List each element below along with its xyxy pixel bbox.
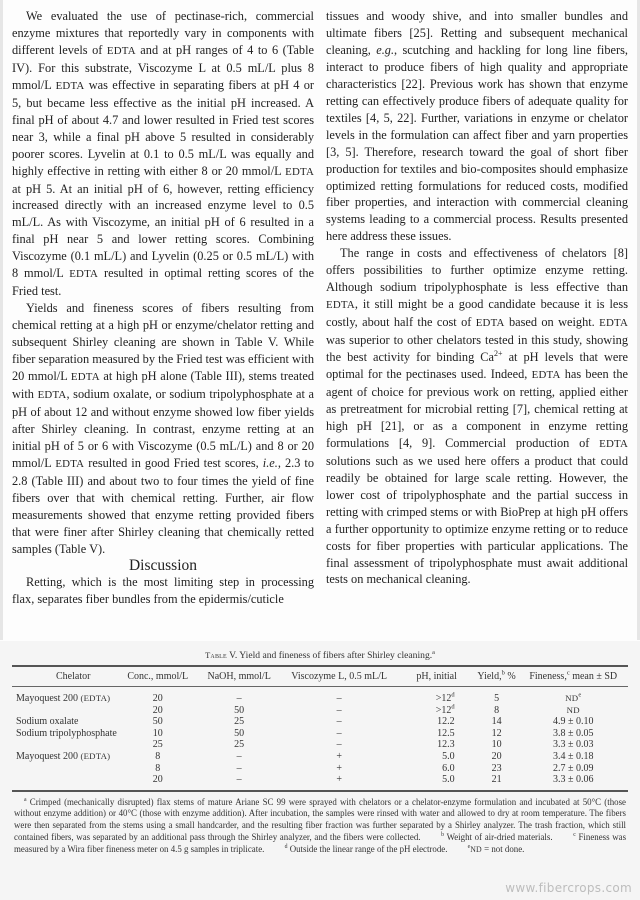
yield-value: 21 [491,774,502,786]
cell-yield [475,705,519,717]
left-column [12,8,314,628]
ph-value: 12.5 [437,727,455,739]
yield-fineness-table [12,667,628,786]
footnote-mark: b [501,669,505,677]
paragraph-retting-intro: Retting, which is the most limiting step in processing flax, separates fiber bundles from the epidermis/cuticle [12,575,314,607]
cell-chelator [12,739,117,751]
cell-yield [475,763,519,775]
fineness-value: 3.3 ± 0.06 [552,774,594,786]
cell-fineness [518,739,628,751]
cell-yield [475,687,519,705]
table-caption [12,650,628,661]
viscozyme-flag: – [336,739,342,751]
abbr-nd: ND [470,844,482,854]
chelator-name: Mayoquest 200 [16,750,81,762]
fineness-value: 4.9 ± 0.10 [552,716,594,728]
ph-value: >12 [435,693,452,704]
cell-fineness [518,728,628,740]
footnote-mark: c [573,831,576,838]
abbr-edta: (EDTA) [80,693,111,703]
abbr-edta: EDTA [37,388,67,401]
abbr-edta: (EDTA) [80,750,111,761]
footnote-mark: e [578,691,582,699]
chelator-name: Sodium tripolyphosphate [16,727,117,739]
header-viscozyme: Viscozyme L, 0.5 mL/L [291,671,388,682]
cell-chelator [12,716,117,728]
header-yield [475,667,519,686]
text-run: resulted in optimal retting scores of the Fried test. [12,266,314,299]
cell-ph [399,705,475,717]
text-run: , it still might be a good candidate because it is less costly, about half the cost of [326,297,628,330]
abbr-edta: EDTA [326,299,355,312]
footnote-mark: b [441,831,445,838]
viscozyme-flag: – [336,704,342,716]
cell-yield [475,739,519,751]
cell-naoh [199,705,280,717]
footnote-mark: a [24,796,27,803]
cell-conc [117,705,199,717]
viscozyme-flag: – [336,727,342,739]
section-heading-discussion: Discussion [128,556,198,574]
cell-naoh [199,751,280,763]
table-bottom-rule [12,790,628,792]
footnote-mark: d [284,843,288,850]
watermark: www.fibercrops.com [505,881,632,895]
cell-viscozyme [280,739,399,751]
header-label: Chelator [56,671,91,682]
cell-ph [399,728,475,740]
chelator-name: Mayoquest 200 [16,693,81,704]
table-header-row [12,667,628,686]
header-label: Yield, [477,671,502,682]
yield-value: 10 [491,739,502,751]
naoh-value: 25 [234,716,245,728]
text-run: tissues and woody shive, and into smaller bundles and ultimate fibers [25]. Retting and subsequent mechanical cleaning, [326,9,628,57]
cell-fineness [518,705,628,717]
naoh-value: – [236,774,242,786]
fineness-value: 3.8 ± 0.05 [552,727,594,739]
italic-eg: e.g. [376,42,395,57]
abbr-edta: EDTA [531,369,561,382]
cell-viscozyme [280,728,399,740]
cell-chelator [12,774,117,786]
header-unit: mean ± SD [569,671,618,682]
cell-yield [475,751,519,763]
text-run: , 2.3 to 2.8 (Table III) and about two to four times the yield of fine fibers over that with chemical retting. Further, air flow measurements showed that enzyme retting provided fibers that were finer after Shirley cleaning that chemically retted samples (Table V). [12,455,314,556]
text-run: was effective in separating fibers at pH 4 or 5, but became less effective as the initial pH increased. A final pH of about 4.7 and lower resulted in Fried test scores near 3, while a final pH above 5 resulted in considerably poorer scores. Lyvelin at 0.1 to 0.5 mL/L was equally and highly effective in retting with either 8 or 20 mmol/L [12,77,314,178]
caption-text: V. Yield and fineness of fibers after Shirley cleaning. [226,650,433,661]
cell-viscozyme [280,705,399,717]
cell-naoh [199,728,280,740]
conc-value: 20 [152,774,163,786]
yield-value: 5 [494,693,500,704]
superscript-charge: 2+ [494,348,503,358]
viscozyme-flag: + [336,750,342,762]
text-run: resulted in good Fried test scores, [84,455,263,470]
cell-conc [117,774,199,786]
viscozyme-flag: + [336,774,342,786]
yield-value: 20 [491,750,502,762]
page-border-left [0,0,3,640]
text-run: , scutching and hackling for long line fibers, interact to produce fibers of high quality and appropriate characteristics [22]. Previous work has shown that enzyme retting can effectively produce fibers of adequate quality for textiles [4, 5, 22]. Further, variations in enzyme or chelator levels in the formulation can affect fiber and yarn properties [3, 5]. Therefore, research toward the goal of short fiber production for textiles and bio-composites should emphasize optimized retting formulations for reduced costs, modified fiber properties, and interaction with commercial cleaning systems leading to a commercial process. Results presented here address these issues. [326,42,628,244]
cell-conc [117,763,199,775]
footnote-mark: e [467,843,471,850]
conc-value: 10 [152,727,163,739]
text-run: The range in costs and effectiveness of chelators [8] offers possibilities to further optimize enzyme retting. Although sodium tripolyphosphate is less effective than [326,246,628,295]
cell-yield [475,728,519,740]
table-footnotes [12,797,628,856]
text-run: solutions such as we used here offers a product that could readily be obtained for large scale retting. However, the lower cost of tripolyphosphate and the partial success in retting with crimped stems or with BioPrep at high pH offers a further opportunity to optimize enzyme retting or to reduce costs for fiber properties with particular applications. The final assessment of tripolyphosphate must await additional tests on mechanical cleaning. [326,453,628,587]
cell-naoh [199,774,280,786]
text-run: at pH 5. At an initial pH of 6, however, retting efficiency increased directly with an increased enzyme level to 0.5 mL/L. As with Viscozyme, an initial pH of 6 resulted in a final pH near 5 and lower retting scores. Combining Viscozyme (0.1 mL/L) and Lyvelin (0.25 or 0.5 mL/L) with 8 mmol/L [12,181,314,281]
ph-value: >12 [435,704,452,716]
abbr-edta: EDTA [70,371,100,384]
cell-ph [399,739,475,751]
footnote-b: Weight of air-dried materials. [444,831,553,842]
cell-ph [399,716,475,728]
footnote-e: = not done. [481,843,525,854]
table-row [12,739,628,751]
table-body [12,687,628,786]
cell-chelator [12,763,117,775]
body-columns [12,8,628,628]
viscozyme-flag: + [336,762,342,774]
table-row [12,728,628,740]
cell-chelator [12,751,117,763]
table-v [12,650,628,855]
cell-conc [117,728,199,740]
cell-conc [117,739,199,751]
cell-naoh [199,687,280,705]
viscozyme-flag: – [336,716,342,728]
cell-yield [475,716,519,728]
cell-chelator [12,687,117,705]
abbr-edta: EDTA [475,317,505,330]
header-ph: pH, initial [416,671,457,682]
text-run: , sodium oxalate, or sodium tripolyphosphate at a pH of about 12 and without enzyme showed low fiber yields after Shirley cleaning. In contrast, enzyme retting at an initial pH of 5 or 6 with Viscozyme (0.5 mL/L) and 8 or 20 mmol/L [12,386,315,470]
naoh-value: – [236,693,242,704]
ph-value: 12.3 [437,739,455,751]
ph-value: 6.0 [442,762,455,774]
cell-ph [399,763,475,775]
cell-yield [475,774,519,786]
cell-viscozyme [280,716,399,728]
caption-label: Table [205,650,227,660]
header-chelator [12,667,117,686]
cell-ph [399,774,475,786]
footnote-mark: a [432,648,435,656]
ph-value: 5.0 [442,750,455,762]
fineness-value: ND [566,704,580,715]
footnote-d: Outside the linear range of the pH electrode. [287,843,448,854]
naoh-value: 50 [234,704,245,716]
cell-viscozyme [280,687,399,705]
paragraph-chelator-costs [326,245,628,588]
cell-fineness [518,763,628,775]
text-run: was superior to other chelators tested in this study, showing the best activity for binding Ca [326,333,628,365]
abbr-edta: EDTA [599,437,628,450]
cell-fineness [518,751,628,763]
yield-value: 14 [491,716,502,728]
footnote-mark: c [566,669,570,677]
paragraph-retting-continued [326,8,628,245]
cell-viscozyme [280,774,399,786]
chelator-name: Sodium oxalate [16,716,79,728]
italic-ie: i.e. [262,455,278,470]
cell-naoh [199,763,280,775]
fineness-value: 2.7 ± 0.09 [552,762,594,774]
table-row [12,763,628,775]
table-row [12,751,628,763]
abbr-edta: EDTA [599,317,628,330]
header-fineness [518,667,628,686]
header-naoh: NaOH, mmol/L [207,671,271,682]
cell-conc [117,716,199,728]
cell-chelator [12,728,117,740]
text-run: at pH levels that were optimal for the pectinases used. Indeed, [326,350,628,382]
naoh-value: – [236,762,242,774]
cell-conc [117,687,199,705]
yield-value: 12 [491,727,502,739]
cell-fineness [518,716,628,728]
cell-conc [117,751,199,763]
right-column [326,8,628,628]
conc-value: 8 [155,762,161,774]
footnote-a: Crimped (mechanically disrupted) flax stems of mature Ariane SC 99 were sprayed with chelators or a chelator-enzyme formulation and incubated at 50°C (those without enzyme addition) or 40°C (those with enzyme addition). After incubation, the samples were rinsed with water and allowed to dry at room temperature. The fibers were then separated from the stems using a small handcarder, and the resulting fiber fraction was further separated by a Shirley analyzer. The trash fraction, which still contained fibers, was separated by an additional pass through the Shirley analyzer, and the fibers were collected. [14,796,626,842]
cell-fineness [518,687,628,705]
cell-viscozyme [280,763,399,775]
cell-ph [399,751,475,763]
abbr-edta: EDTA [285,165,314,178]
conc-value: 20 [152,693,163,704]
fineness-value: 3.3 ± 0.03 [552,739,594,751]
naoh-value: – [236,750,242,762]
abbr-edta: EDTA [69,268,99,281]
text-run: Yields and fineness scores of fibers resulting from chemical retting at a high pH or enzyme/chelator retting and subsequent Shirley cleaning are shown in Table V. While fiber separation measured by the Fried test was efficient with 20 mmol/L [12,301,314,384]
conc-value: 8 [155,750,161,762]
ph-value: 12.2 [437,716,455,728]
footnote-mark: d [451,703,455,711]
header-unit: % [504,671,516,682]
naoh-value: 25 [234,739,245,751]
cell-viscozyme [280,751,399,763]
text-run: We evaluated the use of pectinase-rich, commercial enzyme mixtures that reportedly vary in components with different levels of [12,9,314,57]
cell-chelator [12,705,117,717]
text-run: at high pH alone (Table III), stems treated with [12,369,314,401]
yield-value: 23 [491,762,502,774]
table-row [12,774,628,786]
footnote-mark: d [451,691,455,699]
table-row [12,705,628,717]
table-row [12,716,628,728]
text-run: based on weight. [504,315,600,330]
fineness-value: ND [565,693,579,703]
footnote-c: Fineness was measured by a Wira fiber fineness meter on 4.5 g samples in triplicate. [14,831,627,854]
cell-ph [399,687,475,705]
conc-value: 25 [152,739,163,751]
cell-naoh [199,716,280,728]
text-run: and at pH ranges of 4 to 6 (Table IV). For this substrate, Viscozyme L at 0.5 mL/L plus 8 mmol/L [12,42,314,92]
abbr-edta: EDTA [106,44,136,57]
viscozyme-flag: – [336,693,342,704]
header-conc: Conc., mmol/L [127,671,189,682]
abbr-edta: EDTA [55,79,85,92]
header-label: Fineness, [529,671,567,682]
cell-fineness [518,774,628,786]
ph-value: 5.0 [442,774,455,786]
table-row [12,687,628,705]
text-run: has been the agent of choice for previous work on retting, applied either as pretreatment for microbial retting [7], chemical retting at high pH [21], or as a component in enzyme retting formulations [4, 9]. Commercial production of [326,367,629,450]
paragraph-enzyme-mixtures [12,8,314,300]
naoh-value: 50 [234,727,245,739]
cell-naoh [199,739,280,751]
abbr-edta: EDTA [55,457,85,470]
fineness-value: 3.4 ± 0.18 [552,750,594,762]
paragraph-yields-fineness [12,300,314,557]
conc-value: 50 [152,716,163,728]
conc-value: 20 [152,704,163,716]
yield-value: 8 [494,704,500,716]
